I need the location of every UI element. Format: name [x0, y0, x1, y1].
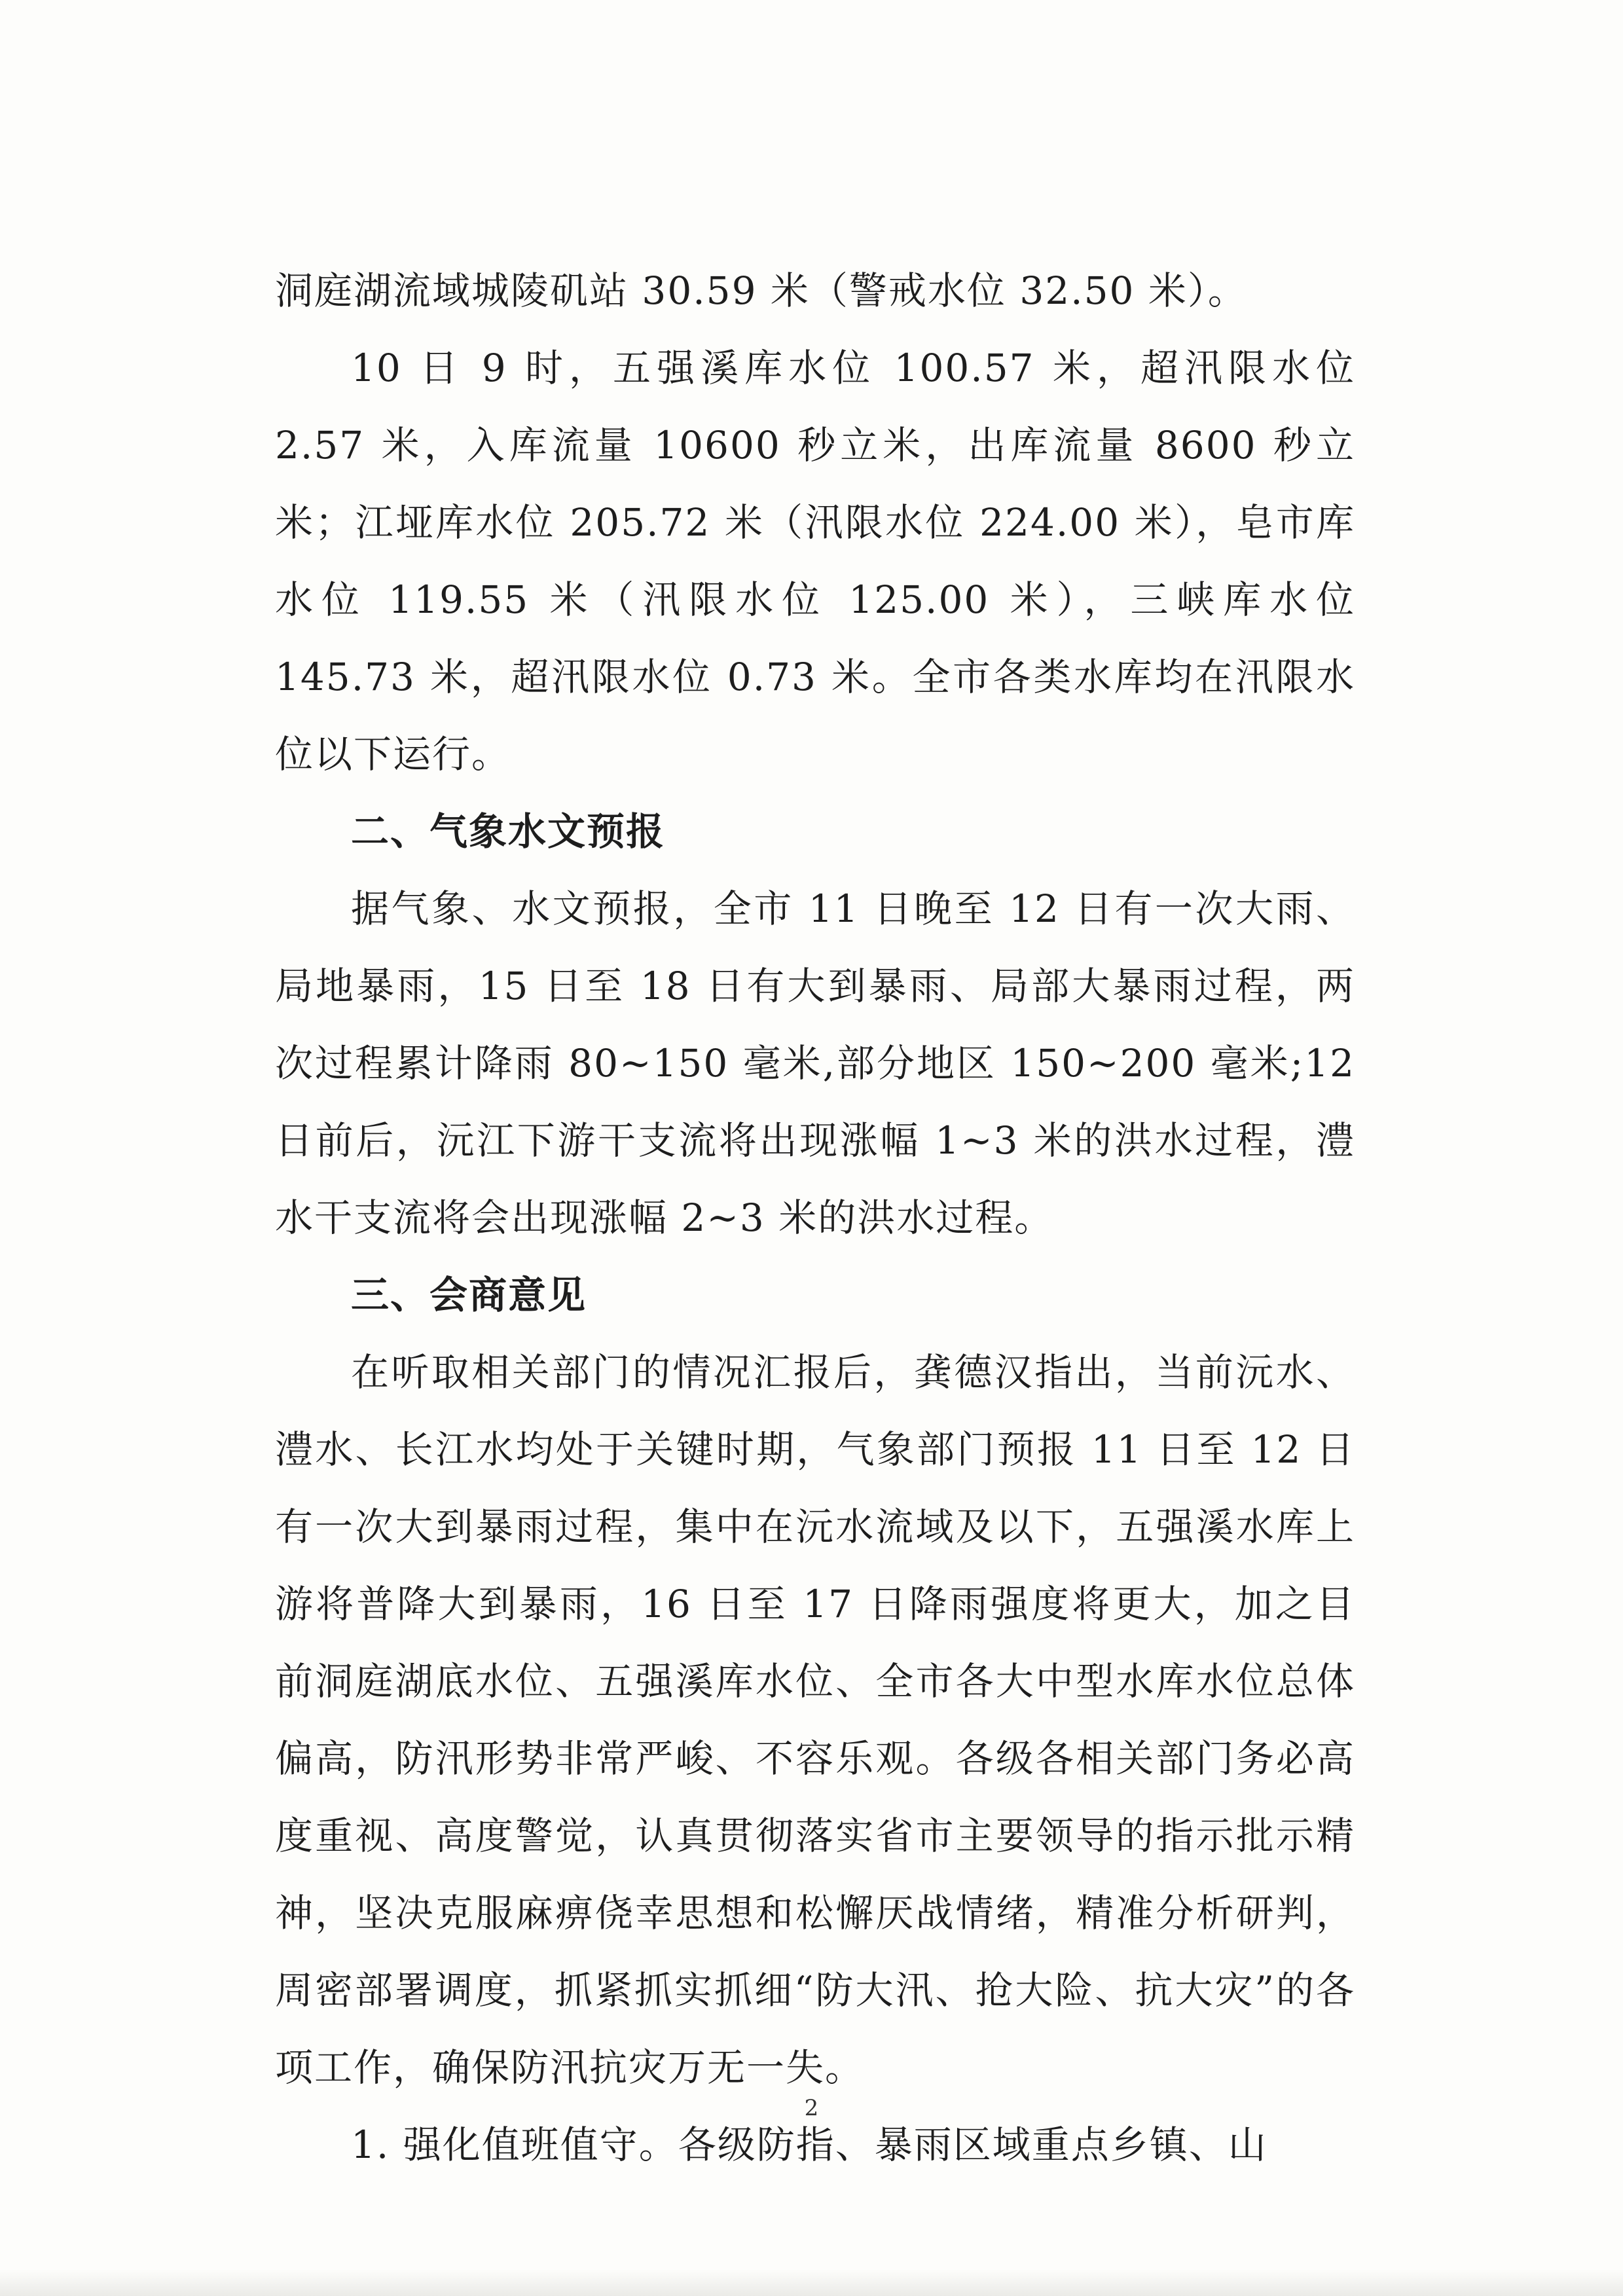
section-heading-consultation: 三、会商意见 — [351, 1273, 587, 1317]
document-body — [275, 252, 1355, 2183]
paragraph-chenglingji-station: 洞庭湖流域城陵矶站 30.59 米（警戒水位 32.50 米）。 — [275, 268, 1247, 313]
scan-edge-shadow — [0, 2270, 1623, 2296]
page-number: 2 — [804, 2095, 819, 2121]
paragraph-duty-item: 1. 强化值班值守。各级防指、暴雨区域重点乡镇、山 — [351, 2123, 1267, 2167]
paragraph-forecast: 据气象、水文预报，全市 11 日晚至 12 日有一次大雨、局地暴雨，15 日至 18 日有大到暴雨、局部大暴雨过程，两次过程累计降雨 80~150 毫米,部分地区 150~200 毫米;12 日前后，沅江下游干支流将出现涨幅 1~3 米的洪水过程，澧水干支流将会出现涨幅 2~3 米的洪水过程。 — [275, 886, 1355, 1240]
paragraph-reservoir-levels: 10 日 9 时，五强溪库水位 100.57 米，超汛限水位 2.57 米，入库流量 10600 秒立米，出库流量 8600 秒立米；江垭库水位 205.72 米（汛限水位 224.00 米），皂市库水位 119.55 米（汛限水位 125.00 米），三峡库水位 145.73 米，超汛限水位 0.73 米。全市各类水库均在汛限水位以下运行。 — [275, 346, 1355, 776]
section-heading-forecast: 二、气象水文预报 — [351, 809, 666, 854]
paragraph-consultation: 在听取相关部门的情况汇报后，龚德汉指出，当前沅水、澧水、长江水均处于关键时期，气象部门预报 11 日至 12 日有一次大到暴雨过程，集中在沅水流域及以下，五强溪水库上游将普降大到暴雨，16 日至 17 日降雨强度将更大，加之目前洞庭湖底水位、五强溪库水位、全市各大中型水库水位总体偏高，防汛形势非常严峻、不容乐观。各级各相关部门务必高度重视、高度警觉，认真贯彻落实省市主要领导的指示批示精神，坚决克服麻痹侥幸思想和松懈厌战情绪，精准分析研判，周密部署调度，抓紧抓实抓细“防大汛、抢大险、抗大灾”的各项工作，确保防汛抗灾万无一失。 — [275, 1350, 1355, 2090]
